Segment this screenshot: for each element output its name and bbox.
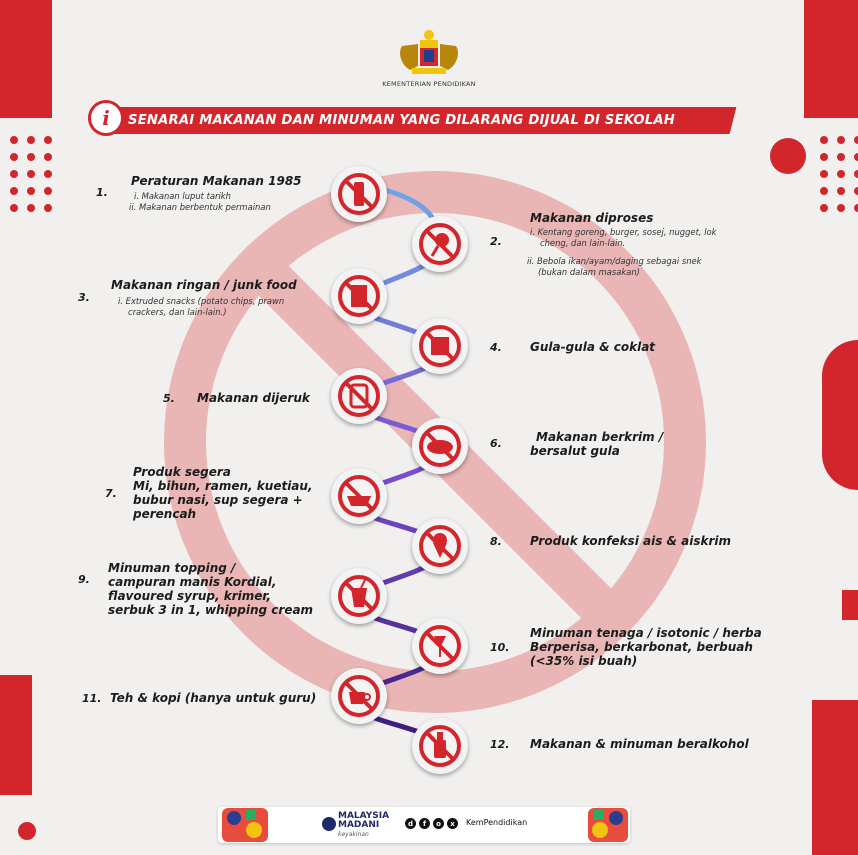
item-title: Teh & kopi (hanya untuk guru) — [110, 691, 317, 705]
item-number: 2. — [490, 235, 502, 248]
no-drink-cup-icon — [331, 568, 387, 624]
item-title: Berperisa, berkarbonat, berbuah — [530, 640, 753, 654]
social-icons — [405, 818, 458, 829]
no-ice-cream-icon — [412, 518, 468, 574]
item-title: campuran manis Kordial, — [108, 575, 277, 589]
item-number: 4. — [490, 341, 502, 354]
ministry-name: KEMENTERIAN PENDIDIKAN — [382, 80, 476, 88]
item-title: Mi, bihun, ramen, kuetiau, — [133, 479, 313, 493]
item-sub: crackers, dan lain-lain.) — [128, 307, 227, 317]
info-icon: i — [88, 100, 124, 136]
item-title: Produk konfeksi ais & aiskrim — [530, 534, 732, 548]
no-glass-bottle-icon — [412, 618, 468, 674]
item-title: Makanan dijeruk — [197, 391, 310, 405]
item-title: bubur nasi, sup segera + — [133, 493, 303, 507]
coat-of-arms-logo — [396, 30, 462, 78]
item-sub: (bukan dalam masakan) — [538, 267, 640, 277]
instagram-icon[interactable]: o — [433, 818, 444, 829]
no-meatball-icon — [412, 216, 468, 272]
item-number: 7. — [105, 487, 117, 500]
item-sub: ii. Makanan berbentuk permainan — [129, 202, 271, 212]
item-title: bersalut gula — [530, 444, 620, 458]
item-title: Gula-gula & coklat — [530, 340, 656, 354]
item-title: Produk segera — [133, 465, 231, 479]
no-cream-bun-icon — [412, 418, 468, 474]
no-pickle-icon — [331, 368, 387, 424]
item-number: 8. — [490, 535, 502, 548]
item-number: 9. — [78, 573, 90, 586]
social-handle: KemPendidikan — [466, 818, 528, 827]
page-title: SENARAI MAKANAN DAN MINUMAN YANG DILARANG DIJUAL DI SEKOLAH — [128, 113, 676, 128]
tiktok-icon[interactable]: d — [405, 818, 416, 829]
item-title: Peraturan Makanan 1985 — [131, 174, 302, 188]
item-number: 1. — [96, 186, 108, 199]
brand-name: MADANI — [338, 820, 380, 830]
pattern-decoration — [588, 808, 628, 842]
item-title: (<35% isi buah) — [530, 654, 638, 668]
item-title: perencah — [133, 507, 197, 521]
no-coffee-icon — [331, 668, 387, 724]
item-number: 6. — [490, 437, 502, 450]
no-chips-icon — [331, 268, 387, 324]
pattern-decoration — [222, 808, 268, 842]
brand-name: MALAYSIA — [338, 811, 390, 821]
item-title: serbuk 3 in 1, whipping cream — [108, 603, 314, 617]
brand-logo — [338, 812, 389, 839]
x-icon[interactable]: x — [447, 818, 458, 829]
item-title: Makanan berkrim / — [536, 430, 664, 444]
item-number: 11. — [82, 692, 102, 705]
item-title: Makanan diproses — [530, 211, 654, 225]
item-title: Makanan ringan / junk food — [111, 278, 297, 292]
item-sub: cheng, dan lain-lain. — [540, 238, 626, 248]
no-chocolate-icon — [412, 318, 468, 374]
item-title: Minuman tenaga / isotonic / herba — [530, 626, 762, 640]
no-candy-icon — [331, 166, 387, 222]
item-title: Minuman topping / — [108, 561, 236, 575]
item-sub: ii. Bebola ikan/ayam/daging sebagai snek — [527, 256, 702, 266]
item-number: 10. — [490, 641, 510, 654]
item-title: flavoured syrup, krimer, — [108, 589, 272, 603]
item-number: 5. — [163, 392, 175, 405]
item-title: Makanan & minuman beralkohol — [530, 737, 749, 751]
item-number: 3. — [78, 291, 90, 304]
item-sub: i. Extruded snacks (potato chips, prawn — [118, 296, 285, 306]
madani-logo-icon — [322, 812, 336, 836]
brand-tagline: keyakinan — [338, 831, 369, 838]
facebook-icon[interactable]: f — [419, 818, 430, 829]
no-alcohol-icon — [412, 718, 468, 774]
item-number: 12. — [490, 738, 510, 751]
item-sub: i. Kentang goreng, burger, sosej, nugget, lok — [530, 227, 717, 237]
item-sub: i. Makanan luput tarikh — [134, 191, 231, 201]
no-instant-noodle-icon — [331, 468, 387, 524]
